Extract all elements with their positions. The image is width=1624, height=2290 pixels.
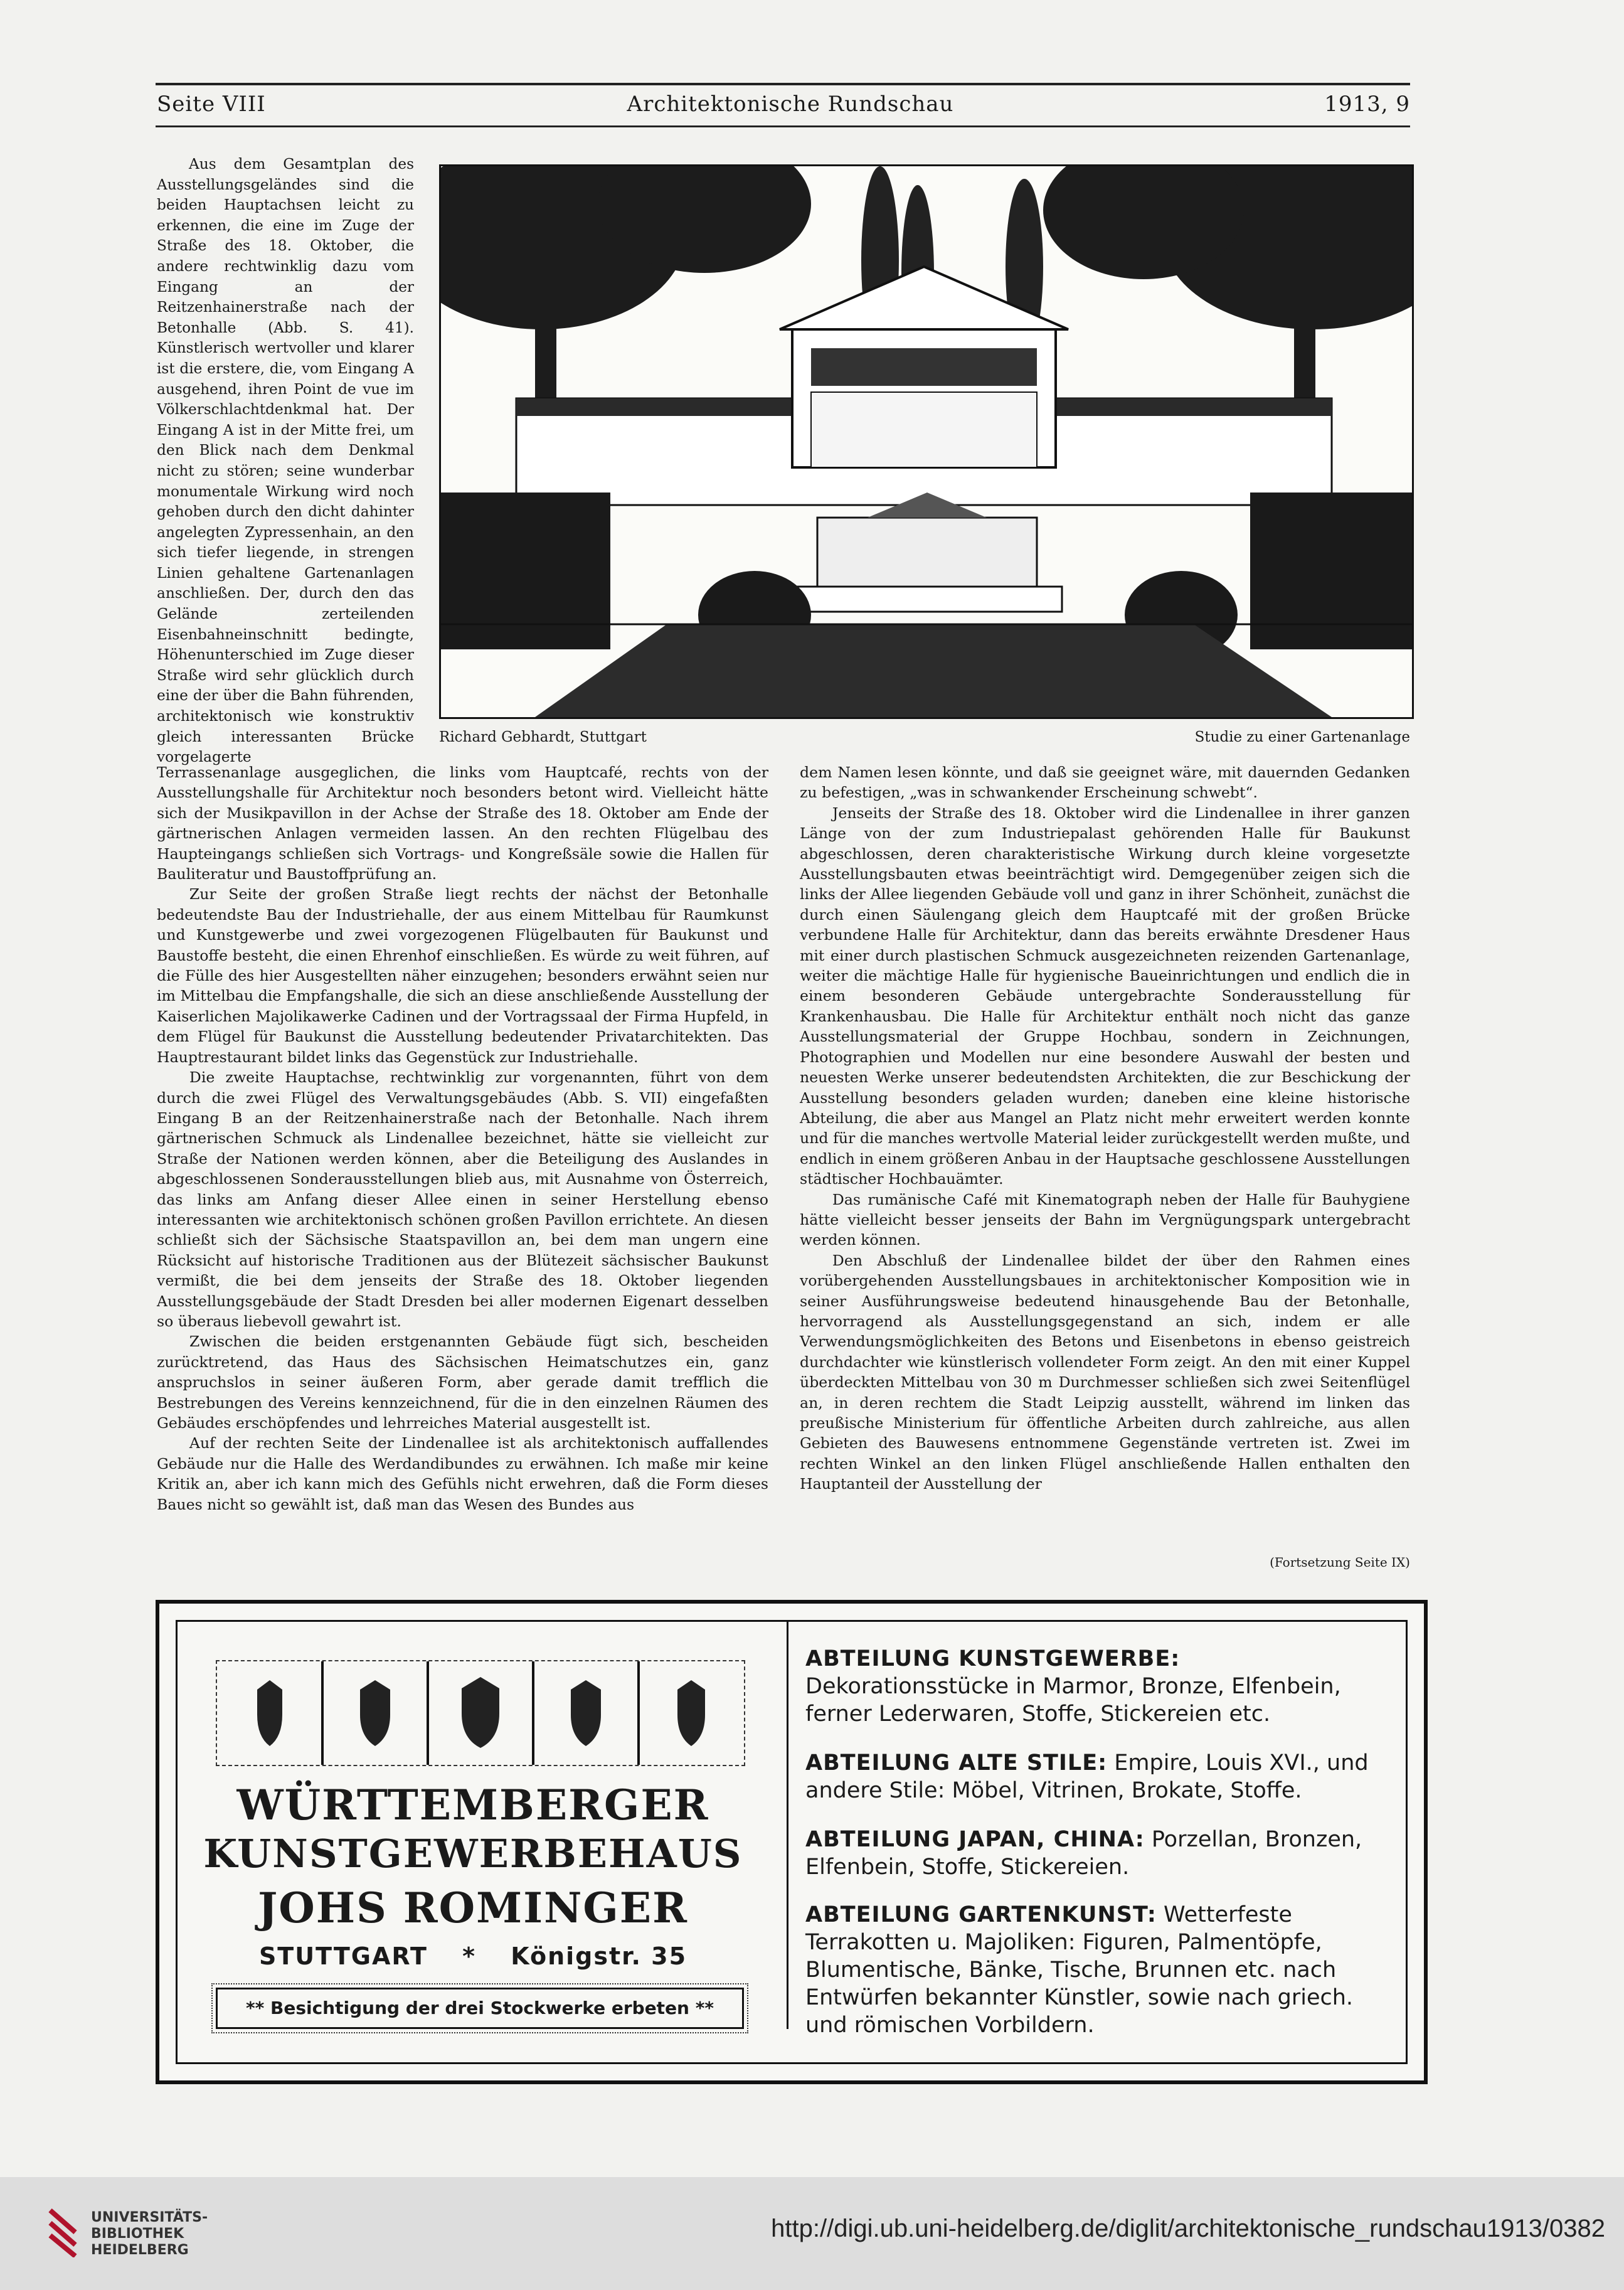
crest-icon-5 bbox=[677, 1680, 705, 1746]
journal-title: Architektonische Rundschau bbox=[627, 92, 954, 117]
coats-of-arms bbox=[216, 1660, 745, 1766]
caption-artist: Richard Gebhardt, Stuttgart bbox=[439, 729, 647, 745]
left-paragraph-4: Zwischen die beiden erstgenannten Gebäude fügt sich, bescheiden zurücktretend, das Haus des Sächsischen Heimatschutzes ein, ganz anspruchslos in seiner äußeren Form, aber gerade damit trefflich die Bestrebungen des Vereins kennzeichnend, für die in den einzelnen Räumen des Gebäudes erschöpfendes und lehrreiches Material ausgestellt ist. bbox=[157, 1333, 768, 1432]
left-paragraph-3: Die zweite Hauptachse, rechtwinklig zur vorgenannten, führt von dem durch die zwei Flügel des Verwaltungsgebäudes (Abb. S. VII) eingefaßten Eingang B an der Reitzenhainerstraße nach der Betonhalle. Nach ihrem gärtnerischen Schmuck als Lindenallee bezeichnet, hätte sie vielleicht zur Straße der Nationen werden können, aber die Beteiligung des Auslandes in abgeschlossenen Sonderausstellungen blieb aus, mit Ausnahme von Österreich, das links am Anfang dieser Allee einen in seiner Herstellung ebenso interessanten wie architektonisch schönen großen Pavillon errichtete. An diesen schließt sich der Sächsische Staatspavillon an, bei dem man ungern eine Rücksicht auf historische Traditionen aus der Blütezeit sächsischer Baukunst vermißt, die bei dem jenseits der Straße des 18. Oktober liegenden Ausstellungsgebäude der Stadt Dresden bei aller modernen Eigenart desselben so überaus liebevoll gewahrt ist. bbox=[157, 1068, 768, 1330]
crest-icon-3 bbox=[462, 1677, 499, 1748]
ad-street: Königstr. 35 bbox=[511, 1942, 687, 1970]
right-paragraph-4: Den Abschluß der Lindenallee bildet der über den Rahmen eines vorübergehenden Ausstellungsbaues in architektonischer Komposition wie in seiner Ausführungsweise bedeutend hinausgehende Bau der Betonhalle, hervorragend als Ausstellungsgegenstand an sich, indem er alle Verwendungsmöglichkeiten des Betons und Eisenbetons in ebenso geistreich durchdachter wie künstlerisch vollendeter Form zeigt. An den mit einer Kuppel überdeckten Mittelbau von 30 m Durchmesser schließen sich zwei Seitenflügel an, in deren rechtem die Stadt Leipzig ausstellt, während im linken das preußische Ministerium für öffentliche Arbeiten durch zahlreiche, aus allen Gebieten des Bauwesens entnommene Gegenstände vertreten ist. Zwei im rechten Winkel an den linken Flügel anschließende Hallen enthalten den Hauptanteil der Ausstellung der bbox=[800, 1251, 1410, 1493]
ad-divider bbox=[787, 1620, 788, 2029]
dept-label: ABTEILUNG ALTE STILE: bbox=[805, 1750, 1108, 1776]
dept-text: Empire, Louis XVI., und andere Stile: Möbel, Vitrinen, Brokate, Stoffe. bbox=[805, 1750, 1369, 1803]
left-paragraph-5: Auf der rechten Seite der Lindenallee ist als architektonisch auffallendes Gebäude nur die Halle des Werdandibundes zu erwähnen. Ich maße mir keine Kritik an, aber ich kann mich des Gefühls nicht erwehren, daß die Form dieses Baues nicht so gewählt ist, daß man das Wesen des Bundes aus bbox=[157, 1434, 768, 1513]
left-column bbox=[157, 762, 768, 1515]
footer-bar bbox=[0, 2177, 1624, 2290]
left-paragraph-1: Terrassenanlage ausgeglichen, die links vom Hauptcafé, rechts von der Ausstellungshalle für Architektur noch besonders betont wird. Vielleicht hätte sich der Musikpavillon in der Achse der Straße des 18. Oktober am Ende der gärtnerischen Anlagen vermeiden lassen. An den rechten Flügelbau des Haupteingangs schließen sich Vortrags- und Kongreßsäle sowie die Hallen für Bauliteratur und Baustoffprüfung an. bbox=[157, 764, 768, 883]
continuation-note: (Fortsetzung Seite IX) bbox=[1270, 1555, 1410, 1570]
ad-title-3: JOHS ROMINGER bbox=[258, 1883, 688, 1932]
dept-text: Porzellan, Bronzen, Elfenbein, Stoffe, Stickereien. bbox=[805, 1827, 1362, 1880]
library-line-3: HEIDELBERG bbox=[91, 2242, 189, 2258]
crest-icon-2 bbox=[360, 1680, 390, 1746]
garden-illustration bbox=[439, 164, 1414, 719]
ad-notice: ** Besichtigung der drei Stockwerke erbeten ** bbox=[245, 1998, 714, 2018]
dept-label: ABTEILUNG KUNSTGEWERBE: bbox=[805, 1646, 1181, 1671]
crest-icon-1 bbox=[257, 1680, 282, 1746]
dept-japan-china bbox=[805, 1826, 1389, 1881]
library-name bbox=[91, 2210, 208, 2259]
header-rule-bottom bbox=[156, 125, 1410, 127]
right-paragraph-2: Jenseits der Straße des 18. Oktober wird die Lindenallee in ihrer ganzen Länge von der zum Industriepalast gehörenden Halle für Baukunst abgeschlossen, deren charakteristische Wirkung durch kleine vorgesetzte Ausstellungsbauten etwas beeinträchtigt wird. Demgegenüber zeigen sich die links der Allee liegenden Gebäude voll und ganz in ihrer Schönheit, zunächst die durch einen Säulengang gleich dem Hauptcafé mit der großen Brücke verbundene Halle für Architektur, dann das bereits erwähnte Dresdener Haus mit einer durch plastischen Schmuck ausgezeichneten reizenden Gartenanlage, weiter die mächtige Halle für hygienische Baueinrichtungen und endlich die in einem besonderen Gebäude untergebrachte Sonderausstellung für Krankenhausbau. Die Halle für Architektur enthält noch nicht das ganze Ausstellungsmaterial der Gruppe Hochbau, sondern in Zeichnungen, Photographien und Modellen nur eine besondere Auswahl der besten und neuesten Werke unserer bedeutendsten Architekten, die zur Beschickung der Ausstellung besonders geladen wurden; daneben eine kleine historische Abteilung, die aber aus Mangel an Platz nicht mehr erweitert werden konnte und für die manches wertvolle Material leider zurückgestellt werden mußte, und endlich in einem größeren Anbau in der Hauptsache geschlossene Ausstellungen städtischer Hochbauämter. bbox=[800, 804, 1410, 1188]
header-rule-top bbox=[156, 83, 1410, 85]
page-number: Seite VIII bbox=[157, 92, 266, 117]
caption-title: Studie zu einer Gartenanlage bbox=[1194, 729, 1410, 745]
issue-label: 1913, 9 bbox=[1324, 92, 1410, 117]
library-line-2: BIBLIOTHEK bbox=[91, 2226, 184, 2242]
dept-text: Wetterfeste Terrakotten u. Majoliken: Figuren, Palmentöpfe, Blumentische, Bänke, Tische, Brunnen etc. nach Entwürfen bekannter Künstler, sowie nach griech. und römischen Vorbildern. bbox=[805, 1902, 1354, 2038]
advertisement bbox=[156, 1600, 1428, 2084]
dept-kunstgewerbe bbox=[805, 1645, 1389, 1728]
right-column bbox=[800, 762, 1410, 1494]
garden-drawing bbox=[441, 166, 1412, 717]
ad-city: STUTTGART bbox=[258, 1942, 428, 1970]
lawn-foreground bbox=[535, 624, 1332, 717]
hedge-left bbox=[441, 493, 610, 649]
sidebar-column bbox=[157, 154, 414, 768]
right-paragraph-3: Das rumänische Café mit Kinematograph neben der Halle für Bauhygiene hätte vielleicht besser jenseits der Bahn im Vergnügungspark untergebracht werden können. bbox=[800, 1190, 1410, 1249]
ad-title-1: WÜRTTEMBERGER bbox=[236, 1781, 709, 1829]
dept-label: ABTEILUNG JAPAN, CHINA: bbox=[805, 1827, 1145, 1852]
library-line-1: UNIVERSITÄTS- bbox=[91, 2210, 208, 2225]
fountain-basin bbox=[817, 518, 1037, 587]
ad-notice-box bbox=[216, 1988, 744, 2029]
ad-address bbox=[184, 1942, 762, 1970]
ad-star: * bbox=[462, 1942, 476, 1970]
dept-label: ABTEILUNG GARTENKUNST: bbox=[805, 1902, 1157, 1927]
dept-text: Dekorationsstücke in Marmor, Bronze, Elfenbein, ferner Lederwaren, Stoffe, Stickereien etc. bbox=[805, 1674, 1341, 1727]
crest-icon-4 bbox=[571, 1680, 601, 1746]
hedge-right bbox=[1250, 493, 1412, 649]
left-paragraph-2: Zur Seite der großen Straße liegt rechts der nächst der Betonhalle bedeutendste Bau der Industriehalle, der aus einem Mittelbau für Raumkunst und Kunstgewerbe und zwei vorgezogenen Flügelbauten für Baukunst und Baustoffe besteht, die einen Ehrenhof einschließen. Es würde zu weit führen, auf die Fülle des hier Ausgestellten näher einzugehen; besonders erwähnt seien nur im Mittelbau die Empfangshalle, die sich an diese anschließende Ausstellung der Kaiserlichen Majolikawerke Cadinen und der Vortragssaal der Firma Hupfeld, in dem Flügel für Baukunst die Ausstellung bedeutender Privatarchitekten. Das Hauptrestaurant bildet links das Gegenstück zur Industriehalle. bbox=[157, 885, 768, 1066]
library-logo-icon bbox=[44, 2207, 82, 2257]
dept-gartenkunst bbox=[805, 1901, 1389, 2039]
source-url-link[interactable]: http://digi.ub.uni-heidelberg.de/diglit/architektonische_rundschau1913/0382 bbox=[771, 2215, 1605, 2242]
ad-title-2: KUNSTGEWERBEHAUS bbox=[203, 1831, 743, 1877]
dept-alte-stile bbox=[805, 1749, 1389, 1804]
right-paragraph-1: dem Namen lesen könnte, und daß sie geeignet wäre, mit dauernden Gedanken zu befestigen, „was in schwankender Erscheinung schwebt“. bbox=[800, 764, 1410, 802]
sidebar-paragraph: Aus dem Gesamtplan des Ausstellungsgeländes sind die beiden Hauptachsen leicht zu erkennen, die eine im Zuge der Straße des 18. Oktober, die andere rechtwinklig dazu vom Eingang an der Reitzenhainerstraße nach der Betonhalle (Abb. S. 41). Künstlerisch wertvoller und klarer ist die erstere, die, vom Eingang A ausgehend, ihren Point de vue im Völkerschlachtdenkmal hat. Der Eingang A ist in der Mitte frei, um den Blick nach dem Denkmal nicht zu stören; seine wunderbar monumentale Wirkung wird noch gehoben durch den dicht dahinter angelegten Zypressenhain, an den sich tiefer liegende, in strengen Linien gehaltene Gartenanlagen anschließen. Der, durch den das Gelände zerteilenden Eisenbahneinschnitt bedingte, Höhenunterschied im Zuge dieser Straße wird sehr glücklich durch eine der über die Bahn führenden, architektonisch wie konstruktiv gleich interessanten Brücke vorgelagerte bbox=[157, 156, 414, 766]
heraldry-icons bbox=[217, 1661, 744, 1765]
